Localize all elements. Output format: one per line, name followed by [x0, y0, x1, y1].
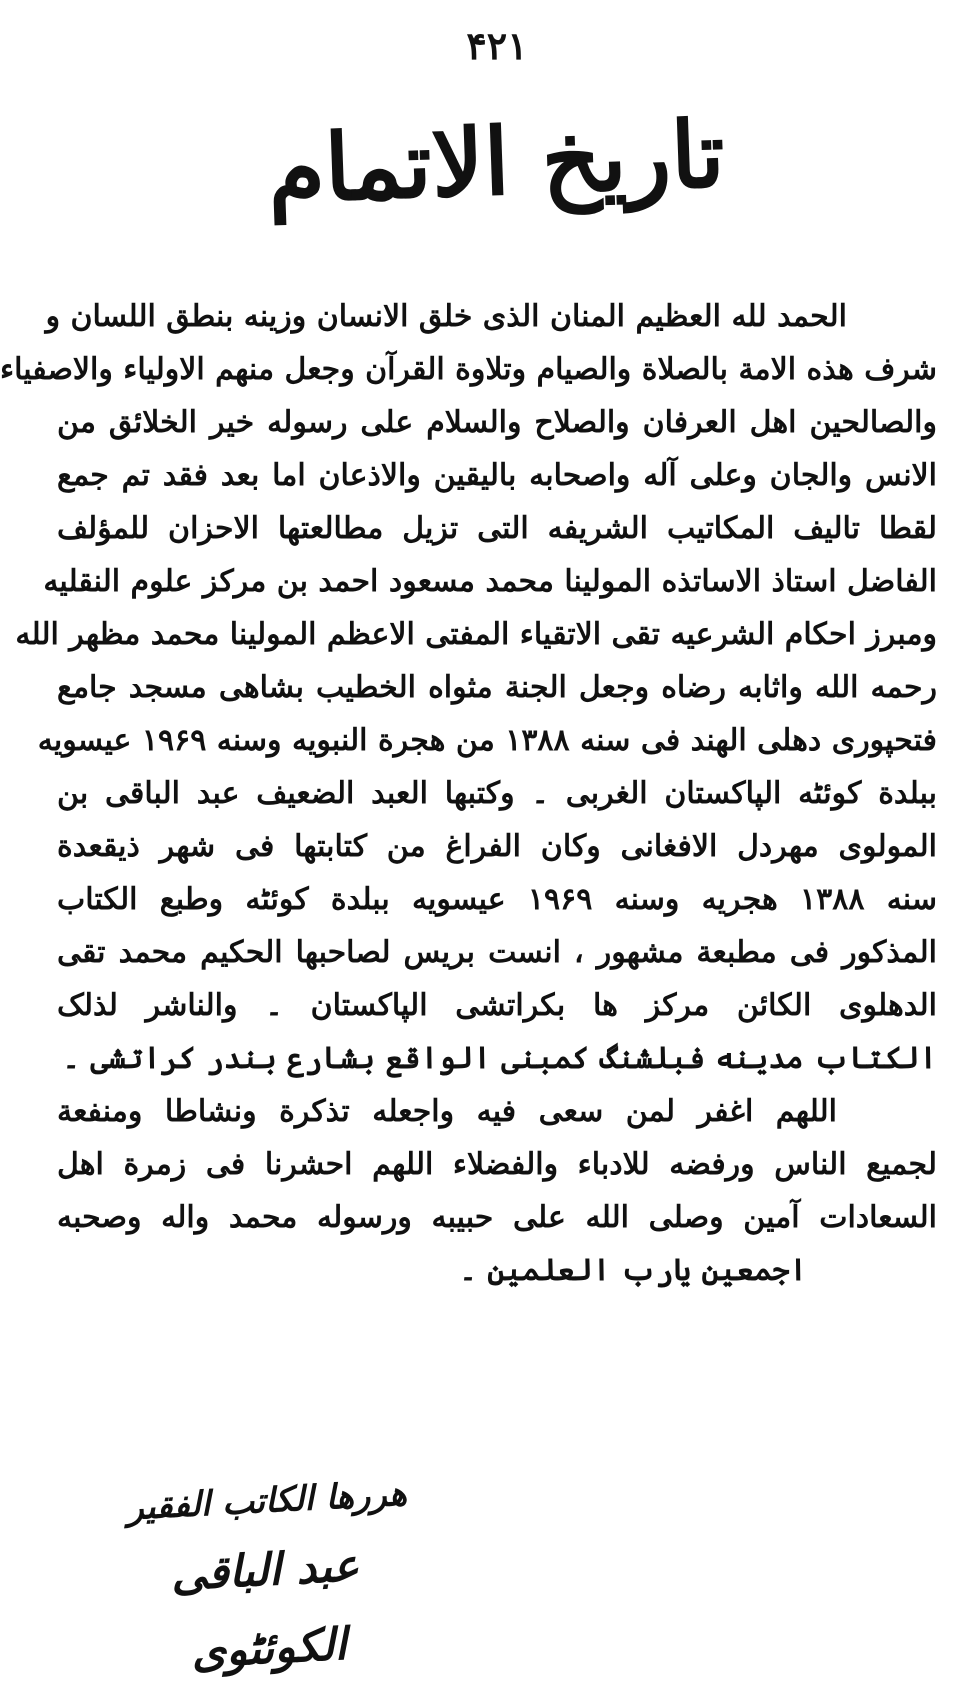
signature-line: هررها الکاتب الفقیر	[126, 1473, 408, 1529]
page-title: تاریخ الاتمام	[265, 100, 727, 224]
text-line: لقطا تالیف المکاتیب الشریفه التی تزیل مطالعتها الاحزان للمؤلف	[57, 511, 937, 546]
text-line: الحمد لله العظیم المنان الذی خلق الانسان وزینه بنطق اللسان و	[45, 299, 847, 334]
text-line: اجمعین یارب العلمین ۔	[459, 1253, 807, 1288]
text-line: لجمیع الناس ورفضه للادباء والفضلاء اللهم احشرنا فی زمرة اهل	[57, 1147, 937, 1182]
signature-block	[107, 1470, 427, 1688]
text-line: ببلدة کوئٹه الپاکستان الغربی ۔ وکتبها العبد الضعیف عبد الباقی بن	[57, 776, 937, 811]
text-line: سنه ۱۳۸۸ هجریه وسنه ۱۹۶۹ عیسویه ببلدة کوئٹه وطبع الکتاب	[57, 882, 937, 917]
text-line: الدهلوی الکائن مرکز ها بکراتشی الپاکستان ۔ والناشر لذلک	[57, 988, 937, 1023]
text-line: المذکور فی مطبعة مشهور ، انست بریس لصاحبها الحکیم محمد تقی	[57, 935, 937, 970]
text-line: المولوی مهردل الافغانی وکان الفراغ من کتابتها فی شهر ذیقعدة	[57, 829, 937, 864]
text-line: ومبرز احکام الشرعیه تقی الاتقیاء المفتی الاعظم المولینا محمد مظهر الله	[15, 617, 937, 652]
page-number: ۴۲۱	[466, 23, 528, 68]
signature-name: عبد الباقی الکوئٹوی	[169, 1540, 361, 1678]
text-line: فتحپوری دهلی الهند فی سنه ۱۳۸۸ من هجرة النبویه وسنه ۱۹۶۹ عیسویه	[37, 723, 937, 758]
text-line: الفاضل استاذ الاساتذه المولینا محمد مسعود احمد بن مرکز علوم النقلیه	[43, 564, 937, 599]
text-line: اللهم اغفر لمن سعی فیه واجعله تذکرة ونشاطا ومنفعة	[57, 1094, 837, 1129]
text-line: شرف هذه الامة بالصلاة والصیام وتلاوة القرآن وجعل منهم الاولیاء والاصفیاء	[0, 352, 937, 387]
text-line: الکتاب مدینه فبلشنگ کمبنی الواقع بشارع بندر کراتشی ۔	[62, 1041, 937, 1076]
text-line: الانس والجان وعلی آله واصحابه بالیقین والاذعان اما بعد فقد تم جمع	[57, 458, 937, 493]
text-line: رحمه الله واثابه رضاه وجعل الجنة مثواه الخطیب بشاهی مسجد جامع	[57, 670, 937, 705]
body-text	[0, 290, 937, 1297]
text-line: السعادات آمین وصلی الله علی حبیبه ورسوله محمد واله وصحبه	[57, 1200, 937, 1235]
text-line: والصالحین اهل العرفان والصلاح والسلام علی رسوله خیر الخلائق من	[57, 405, 937, 440]
